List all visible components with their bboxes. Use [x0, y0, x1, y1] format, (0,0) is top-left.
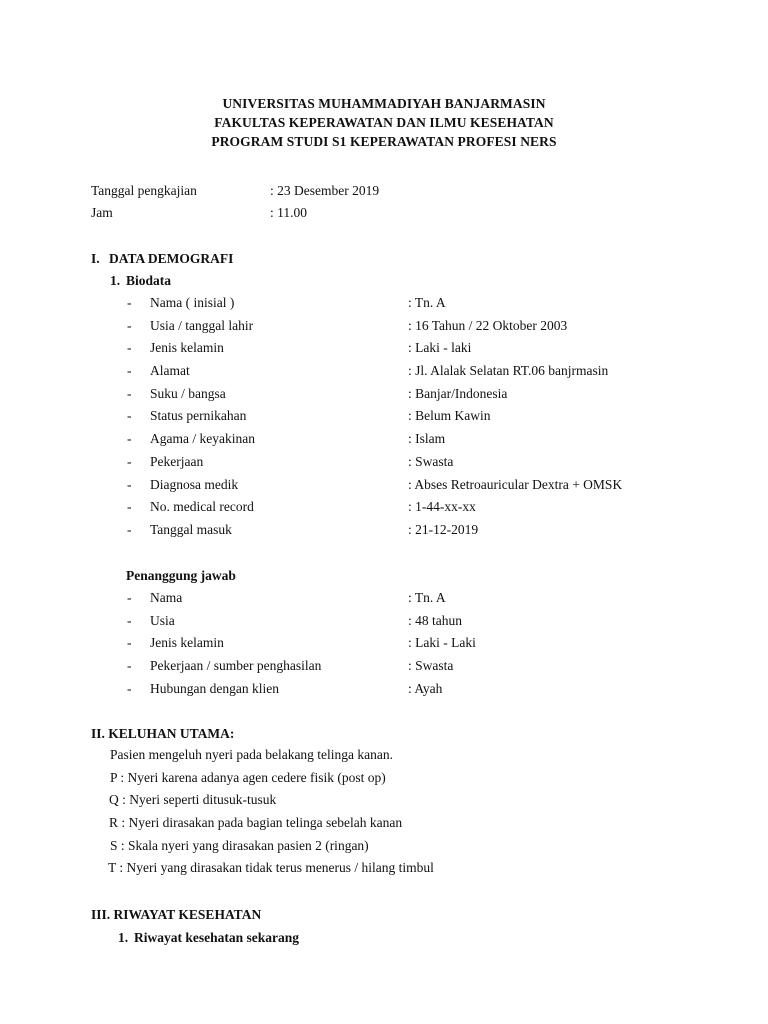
- field-value: : Belum Kawin: [408, 408, 491, 424]
- field-value: : Jl. Alalak Selatan RT.06 banjrmasin: [408, 363, 609, 379]
- list-dash: -: [127, 317, 132, 333]
- list-dash: -: [127, 431, 132, 447]
- guardian-row: [0, 678, 768, 701]
- complaint-line: [0, 835, 768, 858]
- complaint-text: Q : Nyeri seperti ditusuk-tusuk: [109, 792, 277, 808]
- list-dash: -: [127, 363, 132, 379]
- assessment-date-label: Tanggal pengkajian: [91, 183, 197, 198]
- complaint-text: R : Nyeri dirasakan pada bagian telinga sebelah kanan: [109, 815, 403, 831]
- assessment-time-value: : 11.00: [270, 205, 307, 220]
- list-dash: -: [127, 521, 132, 537]
- complaint-line: [0, 767, 768, 790]
- assessment-time-label: Jam: [91, 205, 113, 220]
- biodata-row: [0, 360, 768, 383]
- biodata-list: [0, 292, 768, 542]
- field-value: : Banjar/Indonesia: [408, 385, 508, 401]
- list-dash: -: [127, 476, 132, 492]
- section-demography-title: [91, 249, 233, 269]
- field-label: Pekerjaan / sumber penghasilan: [150, 658, 322, 674]
- current-health-history-title: [118, 928, 299, 948]
- complaint-line: [0, 744, 768, 767]
- biodata-row: [0, 315, 768, 338]
- field-label: Status pernikahan: [150, 408, 247, 424]
- section-title-text: DATA DEMOGRAFI: [109, 251, 234, 266]
- biodata-row: [0, 383, 768, 406]
- field-label: Diagnosa medik: [150, 476, 239, 492]
- complaint-text: Pasien mengeluh nyeri pada belakang telinga kanan.: [110, 747, 394, 762]
- guardian-title: Penanggung jawab: [126, 568, 236, 583]
- guardian-row: [0, 632, 768, 655]
- field-value: : Swasta: [408, 453, 454, 469]
- subsection-number: 1.: [110, 273, 121, 288]
- complaint-line: [0, 789, 768, 812]
- list-dash: -: [127, 658, 132, 674]
- field-label: Agama / keyakinan: [150, 431, 255, 447]
- biodata-row: [0, 496, 768, 519]
- field-value: : Abses Retroauricular Dextra + OMSK: [408, 476, 623, 492]
- list-dash: -: [127, 590, 132, 605]
- complaint-text: P : Nyeri karena adanya agen cedere fisik (post op): [110, 769, 386, 785]
- list-dash: -: [127, 499, 132, 515]
- faculty-name: FAKULTAS KEPERAWATAN DAN ILMU KESEHATAN: [214, 115, 554, 130]
- list-dash: -: [127, 340, 132, 356]
- biodata-row: [0, 405, 768, 428]
- field-value: : Islam: [408, 431, 446, 447]
- field-label: No. medical record: [150, 499, 254, 515]
- field-label: Suku / bangsa: [150, 385, 226, 401]
- biodata-row: [0, 519, 768, 542]
- biodata-title: [110, 271, 171, 291]
- biodata-row: [0, 337, 768, 360]
- list-dash: -: [127, 408, 132, 424]
- complaint-text: S : Skala nyeri yang dirasakan pasien 2 (ringan): [110, 837, 369, 853]
- field-value: : Laki - Laki: [408, 635, 476, 651]
- field-label: Alamat: [150, 363, 190, 379]
- biodata-row: [0, 428, 768, 451]
- field-value: : Swasta: [408, 658, 454, 674]
- field-label: Nama: [150, 590, 183, 605]
- field-value: : Tn. A: [408, 295, 446, 310]
- field-value: : 21-12-2019: [408, 521, 479, 537]
- list-dash: -: [127, 680, 132, 696]
- list-dash: -: [127, 635, 132, 651]
- complaint-line: [0, 857, 768, 880]
- subsection-title-text: Biodata: [126, 273, 172, 288]
- guardian-row: [0, 587, 768, 610]
- field-value: : Ayah: [408, 680, 443, 696]
- section-number: I.: [91, 251, 100, 266]
- field-value: : Tn. A: [408, 590, 446, 605]
- biodata-row: [0, 292, 768, 315]
- guardian-row: [0, 655, 768, 678]
- complaint-line: [0, 812, 768, 835]
- program-name: PROGRAM STUDI S1 KEPERAWATAN PROFESI NERS: [211, 134, 557, 149]
- list-dash: -: [127, 295, 132, 310]
- field-label: Tanggal masuk: [150, 521, 232, 537]
- university-name: UNIVERSITAS MUHAMMADIYAH BANJARMASIN: [222, 96, 546, 111]
- list-dash: -: [127, 612, 132, 628]
- assessment-time-row: [91, 203, 691, 223]
- field-value: : 48 tahun: [408, 612, 462, 628]
- subsection-title-text: Riwayat kesehatan sekarang: [134, 930, 300, 945]
- biodata-row: [0, 474, 768, 497]
- field-label: Hubungan dengan klien: [150, 680, 279, 696]
- biodata-row: [0, 451, 768, 474]
- field-label: Jenis kelamin: [150, 340, 224, 356]
- section-complaint-title: II. KELUHAN UTAMA:: [91, 726, 235, 741]
- field-label: Usia: [150, 612, 175, 628]
- field-label: Pekerjaan: [150, 453, 204, 469]
- field-label: Usia / tanggal lahir: [150, 317, 254, 333]
- field-label: Nama ( inisial ): [150, 295, 235, 310]
- list-dash: -: [127, 385, 132, 401]
- complaint-list: [0, 744, 768, 880]
- field-value: : Laki - laki: [408, 340, 472, 356]
- field-value: : 1-44-xx-xx: [408, 499, 476, 515]
- subsection-number: 1.: [118, 930, 129, 945]
- document-header: [0, 94, 768, 151]
- section-health-history-title: III. RIWAYAT KESEHATAN: [91, 907, 262, 922]
- assessment-date-row: [91, 181, 691, 201]
- assessment-date-value: : 23 Desember 2019: [270, 183, 380, 198]
- field-label: Jenis kelamin: [150, 635, 224, 651]
- guardian-row: [0, 610, 768, 633]
- list-dash: -: [127, 453, 132, 469]
- guardian-list: [0, 587, 768, 700]
- field-value: : 16 Tahun / 22 Oktober 2003: [408, 317, 568, 333]
- complaint-text: T : Nyeri yang dirasakan tidak terus menerus / hilang timbul: [108, 860, 434, 876]
